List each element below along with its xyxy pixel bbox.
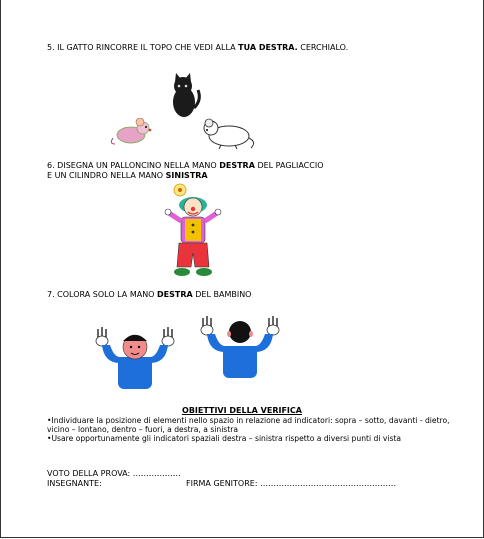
question-6-line-2 [47,171,208,181]
boy-back-image [199,316,281,378]
question-6-bold-2: SINISTRA [165,171,208,180]
question-7 [47,290,251,300]
question-6-line-1 [47,161,324,171]
question-7-text: 7. COLORA SOLO LA MANO [47,290,158,299]
parent-signature-label: FIRMA GENITORE: …………………………………………… [186,479,397,488]
objectives-title: OBIETTIVI DELLA VERIFICA [182,406,302,415]
grade-label: VOTO DELLA PROVA: ……………… [47,469,181,478]
question-5-suffix: CERCHIALO. [297,43,349,52]
question-6-suffix: DEL PAGLIACCIO [254,161,324,170]
teacher-label: INSEGNANTE: [47,479,102,488]
question-7-suffix: DEL BAMBINO [192,290,252,299]
question-5-bold: TUA DESTRA. [238,43,298,52]
mouse-right-image [201,118,257,150]
question-6-text-2: E UN CILINDRO NELLA MANO [47,171,166,180]
mouse-left-image [109,118,157,146]
question-5 [47,43,348,53]
clown-image [163,183,223,279]
objectives-line-2: vicino – lontano, dentro – fuori, a destra, a sinistra [47,425,239,434]
question-6-text: 6. DISEGNA UN PALLONCINO NELLA MANO [47,161,220,170]
question-6-bold: DESTRA [219,161,255,170]
objectives-line-3: •Usare opportunamente gli indicatori spaziali destra – sinistra rispetto a diversi punti di vista [47,434,402,443]
objectives-line-1: •Individuare la posizione di elementi nello spazio in relazione ad indicatori: sopra – sotto, davanti - dietro, [47,416,450,425]
cat-image [164,70,204,120]
question-5-text: 5. IL GATTO RINCORRE IL TOPO CHE VEDI ALLA [47,43,239,52]
boy-front-image [94,327,176,389]
question-7-bold: DESTRA [157,290,193,299]
